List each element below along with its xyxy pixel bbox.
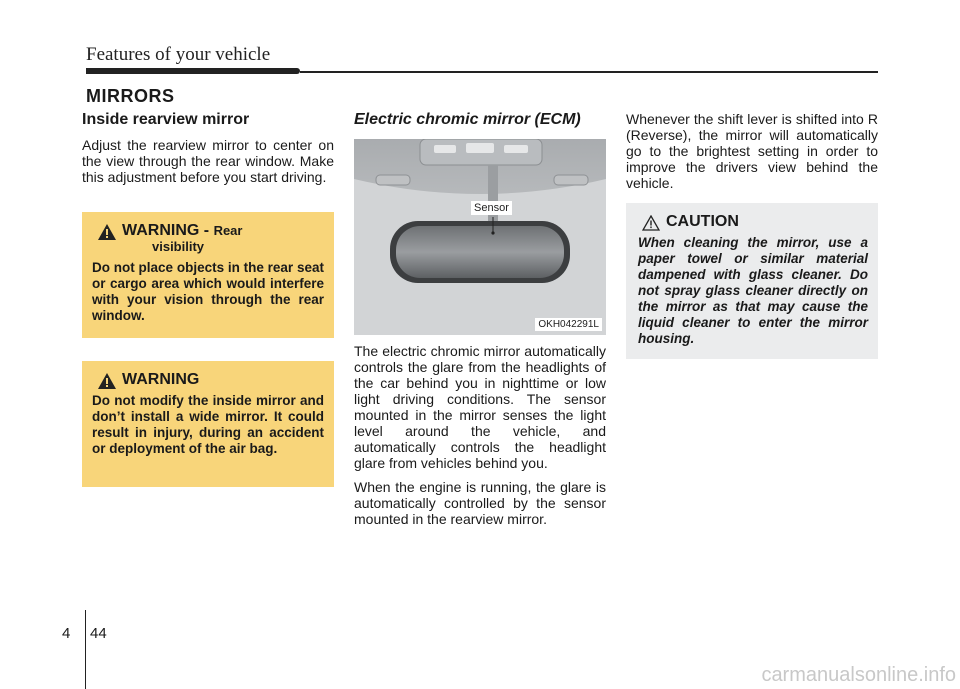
- warning-header: [92, 371, 324, 389]
- column-2-body: [354, 343, 606, 535]
- header-rule-thin: [300, 71, 878, 73]
- ecm-paragraph-2: When the engine is running, the glare is automatically controlled by the sensor mounted in the rearview mirror.: [354, 479, 606, 527]
- column-2: [354, 111, 606, 137]
- warning-header: [92, 222, 324, 254]
- ecm-mirror-figure: [354, 139, 606, 335]
- caution-title: CAUTION: [666, 213, 739, 230]
- reverse-paragraph: Whenever the shift lever is shifted into R (Reverse), the mirror will automatically go to the brightest setting in order to improve the drivers view behind the vehicle.: [626, 111, 878, 191]
- page-number: 44: [90, 625, 107, 642]
- warning-title: WARNING -: [122, 222, 210, 239]
- ecm-heading: Electric chromic mirror (ECM): [354, 111, 581, 128]
- chapter-number: 4: [62, 625, 71, 642]
- warning-triangle-icon: [98, 224, 116, 240]
- column-1: [82, 111, 334, 193]
- ecm-paragraph-1: The electric chromic mirror automatically controls the glare from the headlights of the car behind you in nighttime or low light driving conditions. The sensor mounted in the mirror senses the light level around the vehicle, and automatically controls the headlight glare from vehicles behind you.: [354, 343, 606, 471]
- figure-caption: OKH042291L: [535, 318, 602, 331]
- warning-text: Do not modify the inside mirror and don’t install a wide mirror. It could result in injury, during an accident or deployment of the air bag.: [92, 393, 324, 456]
- warning-box-rear-visibility: [82, 212, 334, 338]
- watermark: carmanualsonline.info: [761, 664, 956, 686]
- caution-text: When cleaning the mirror, use a paper towel or similar material dampened with glass cleaner. Do not spray glass cleaner directly on the mirror as that may cause the liquid cleaner to enter the mirror housing.: [638, 235, 868, 346]
- inside-mirror-paragraph: Adjust the rearview mirror to center on the view through the rear window. Make this adjustment before you start driving.: [82, 137, 334, 185]
- footer-divider: [85, 610, 86, 689]
- caution-box: [626, 203, 878, 359]
- section-title: MIRRORS: [86, 86, 175, 106]
- warning-title: WARNING: [122, 371, 200, 388]
- page-header-title: Features of your vehicle: [86, 44, 271, 65]
- caution-triangle-icon: [642, 215, 660, 231]
- warning-box-modify-mirror: [82, 361, 334, 487]
- column-3: [626, 111, 878, 199]
- warning-subtitle: visibility: [152, 239, 205, 254]
- header-rule-thick: [86, 68, 300, 74]
- warning-triangle-icon: [98, 373, 116, 389]
- mirror-illustration: [354, 139, 606, 335]
- caution-header: [636, 213, 868, 231]
- inside-mirror-heading: Inside rearview mirror: [82, 111, 250, 128]
- warning-text: Do not place objects in the rear seat or cargo area which would interfere with your vision through the rear window.: [92, 260, 324, 323]
- warning-title-suffix: Rear: [213, 223, 243, 238]
- sensor-label: Sensor: [471, 201, 512, 215]
